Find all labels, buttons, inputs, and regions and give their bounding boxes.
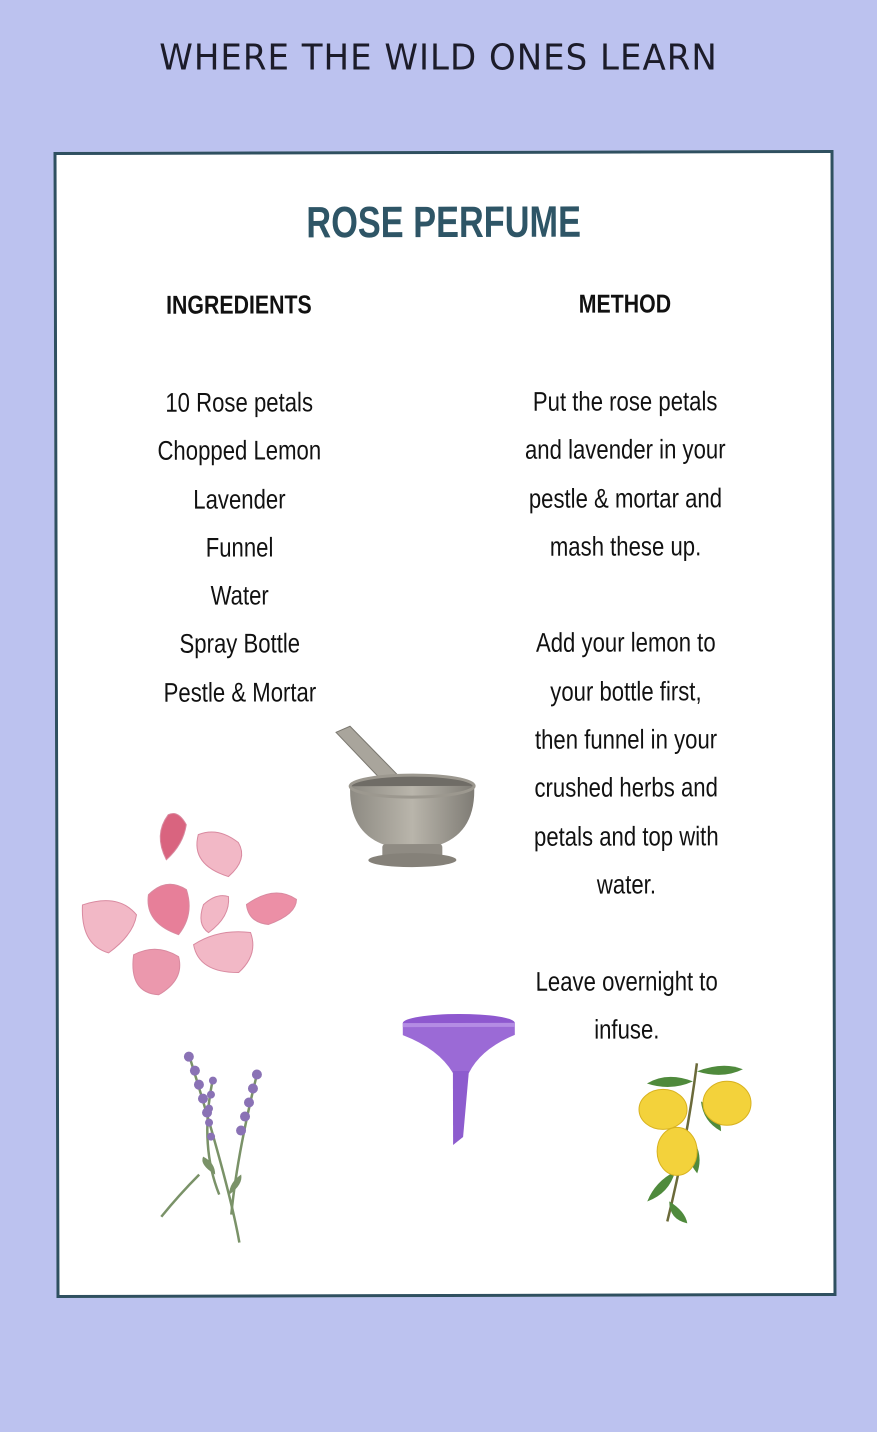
method-line: Add your lemon to — [535, 627, 716, 659]
paragraph-gap — [494, 570, 757, 619]
ingredients-list — [108, 378, 371, 717]
list-item: Lavender — [193, 484, 286, 515]
method-line: and lavender in your — [524, 434, 726, 466]
method-heading: METHOD — [578, 288, 672, 319]
lavender-icon — [159, 1044, 270, 1244]
list-item: 10 Rose petals — [165, 387, 314, 418]
method-line: mash these up. — [549, 531, 702, 562]
method-line: Leave overnight to — [535, 965, 718, 997]
method-line: Put the rose petals — [532, 386, 718, 417]
ingredients-heading: INGREDIENTS — [166, 289, 312, 320]
recipe-card — [54, 150, 837, 1298]
pestle-and-mortar-icon — [330, 724, 470, 884]
paragraph-gap — [495, 908, 758, 957]
list-item: Chopped Lemon — [157, 435, 322, 467]
funnel-icon — [401, 1009, 521, 1149]
list-item: Water — [210, 580, 269, 611]
list-item: Funnel — [205, 532, 274, 563]
lemon-branch-icon — [627, 1061, 757, 1226]
method-line: water. — [596, 869, 656, 900]
method-text — [494, 377, 758, 1054]
method-line: then funnel in your — [534, 724, 718, 755]
list-item: Spray Bottle — [179, 628, 301, 660]
method-line: infuse. — [594, 1014, 660, 1045]
method-line: pestle & mortar and — [528, 482, 723, 514]
recipe-title: ROSE PERFUME — [306, 197, 582, 248]
list-item: Pestle & Mortar — [163, 677, 317, 708]
method-line: your bottle first, — [550, 676, 702, 707]
brand-header: WHERE THE WILD ONES LEARN — [159, 37, 718, 79]
rose-petals-icon — [78, 804, 309, 1005]
method-line: crushed herbs and — [534, 772, 718, 804]
method-line: petals and top with — [533, 820, 719, 852]
